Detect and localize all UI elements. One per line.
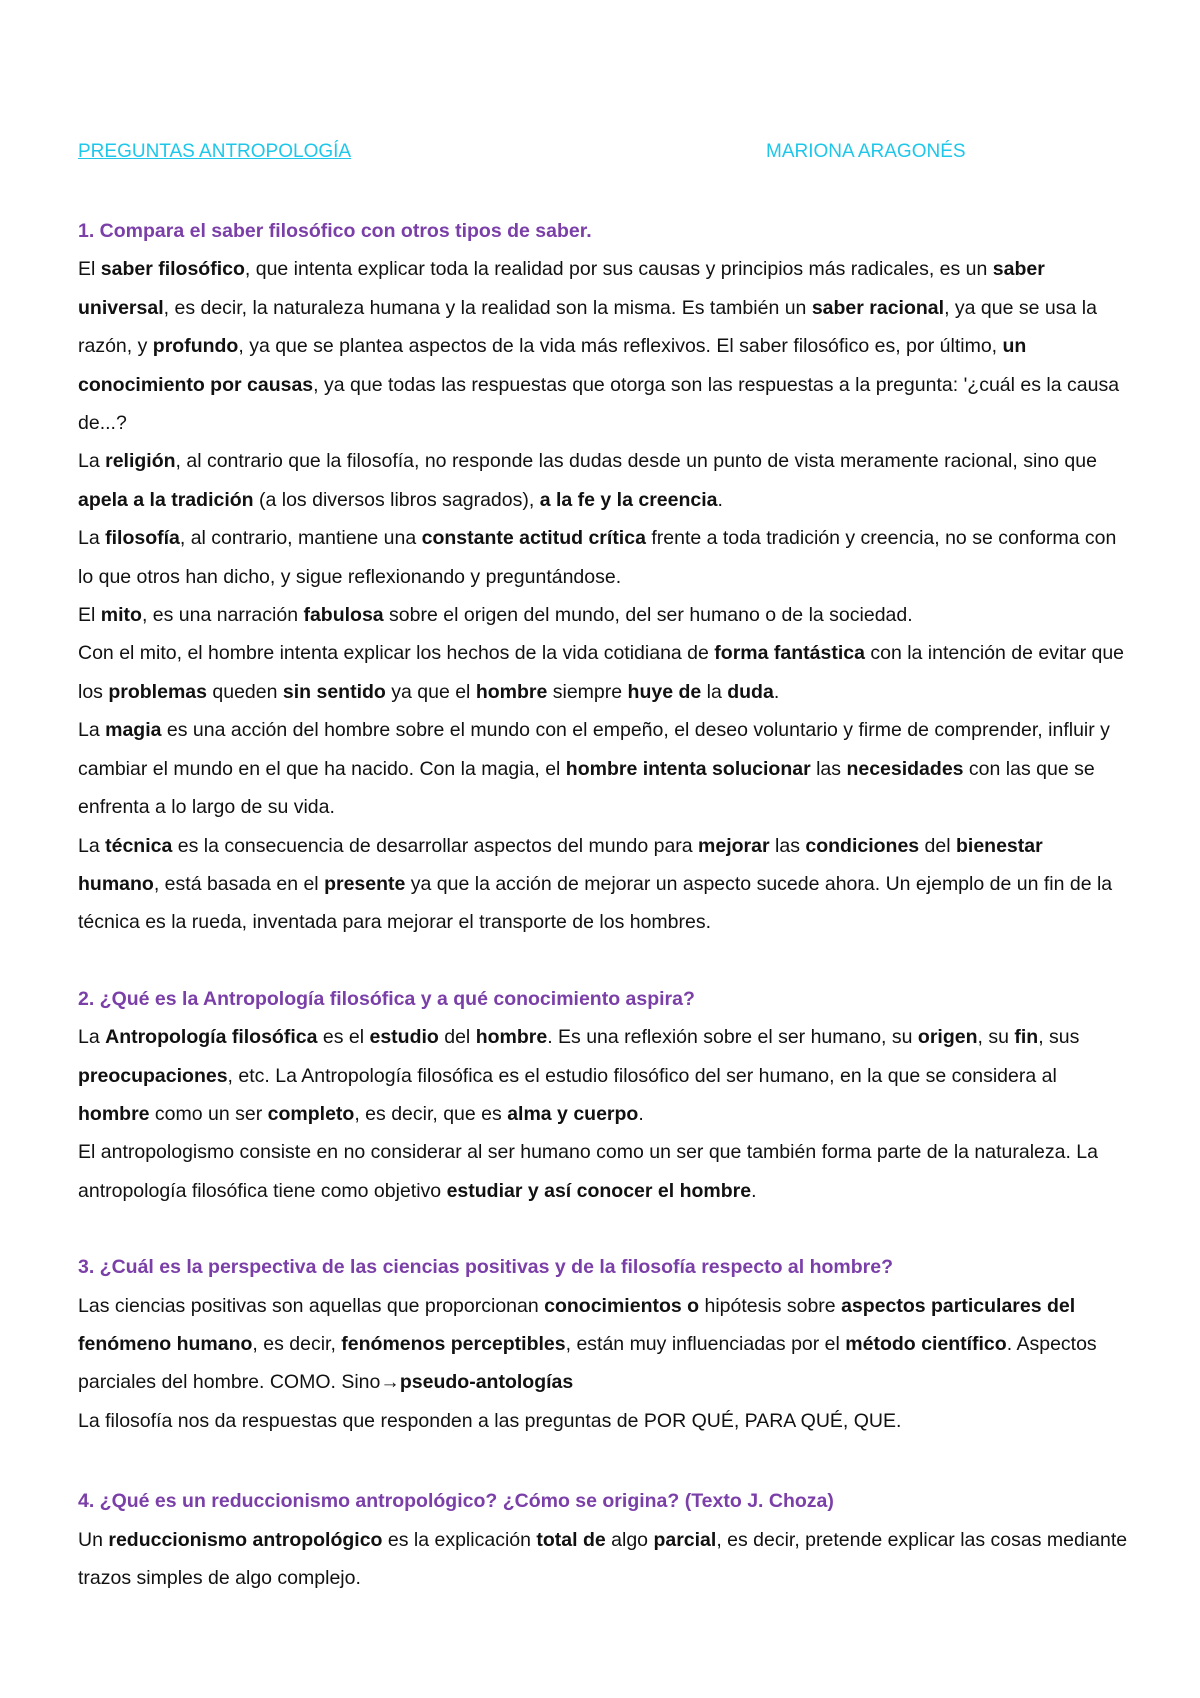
text-run: . Aspectos parciales del hombre. COMO. Sino: [78, 1332, 1097, 1394]
bold-text: parcial: [653, 1528, 717, 1551]
answer-paragraph: [78, 711, 1128, 826]
text-run: , es decir, la naturaleza humana y la realidad son la misma. Es también un: [163, 296, 812, 319]
bold-text: saber universal: [78, 258, 1045, 319]
question-section: [78, 1248, 1128, 1440]
text-run: .: [773, 680, 780, 703]
answer-paragraph: [78, 1521, 1128, 1598]
text-run: Las ciencias positivas son aquellas que proporcionan: [78, 1294, 545, 1317]
bold-text: bienestar humano: [78, 834, 1043, 895]
text-run: .: [638, 1102, 644, 1125]
section-gap: [78, 942, 1128, 980]
text-run: Con el mito, el hombre intenta explicar los hechos de la vida cotidiana de: [78, 642, 715, 665]
question-heading: 1. Compara el saber filosófico con otros tipos de saber.: [78, 220, 592, 242]
question-section: [78, 1482, 1128, 1597]
bold-text: hombre: [475, 680, 548, 703]
text-run: El: [78, 258, 101, 281]
text-run: El antropologismo consiste en no considerar al ser humano como un ser que también forma parte de la naturaleza. La antropología filosófica tiene como objetivo: [78, 1141, 1098, 1202]
text-run: ya que la acción de mejorar un aspecto sucede ahora. Un ejemplo de un fin de la técnica es la rueda, inventada para mejorar el transporte de los hombres.: [78, 872, 1113, 934]
answer-paragraph: [78, 1133, 1128, 1210]
bold-text: religión: [105, 450, 176, 473]
text-run: , al contrario que la filosofía, no responde las dudas desde un punto de vista meramente racional, sino que: [175, 450, 1097, 473]
answer-paragraph: [78, 442, 1128, 519]
question-section: [78, 212, 1128, 942]
section-gap: [78, 1440, 1128, 1482]
bold-text: total de: [536, 1528, 606, 1551]
bold-text: a la fe y la creencia: [539, 488, 718, 511]
bold-text: condiciones: [805, 834, 920, 857]
bold-text: técnica: [105, 834, 173, 857]
text-run: , ya que se plantea aspectos de la vida más reflexivos. El saber filosófico es, por último,: [238, 335, 1003, 358]
document-header: [78, 140, 1160, 164]
bold-text: mito: [100, 604, 142, 627]
text-run: sobre el origen del mundo, del ser humano o de la sociedad.: [383, 604, 913, 627]
text-run: algo: [605, 1528, 654, 1551]
arrow-icon: →: [380, 1371, 400, 1394]
text-run: es la consecuencia de desarrollar aspectos del mundo para: [172, 834, 699, 857]
question-heading: 4. ¿Qué es un reduccionismo antropológico? ¿Cómo se origina? (Texto J. Choza): [78, 1490, 834, 1513]
text-run: , es una narración: [141, 604, 304, 627]
bold-text: conocimientos o: [544, 1294, 700, 1317]
bold-text: apela a la tradición: [78, 488, 254, 511]
text-run: , está basada en el: [153, 872, 325, 895]
text-run: como un ser: [149, 1102, 268, 1125]
text-run: , es decir,: [252, 1332, 342, 1355]
bold-text: saber filosófico: [100, 258, 245, 281]
document-title: PREGUNTAS ANTROPOLOGÍA: [78, 141, 352, 162]
answer-paragraph: [78, 634, 1128, 711]
question-heading: 3. ¿Cuál es la perspectiva de las ciencias positivas y de la filosofía respecto al hombre?: [78, 1256, 893, 1279]
bold-text: Antropología filosófica: [105, 1026, 318, 1049]
text-run: , están muy influenciadas por el: [565, 1332, 846, 1355]
bold-text: reduccionismo antropológico: [108, 1528, 383, 1551]
answer-paragraph: [78, 1287, 1128, 1402]
bold-text: pseudo-antologías: [399, 1371, 574, 1394]
text-run: La filosofía nos da respuestas que responden a las preguntas de POR QUÉ, PARA QUÉ, QUE.: [78, 1409, 902, 1432]
text-run: las: [810, 757, 847, 780]
bold-text: filosofía: [105, 527, 180, 550]
bold-text: hombre: [78, 1102, 150, 1125]
bold-text: un conocimiento por causas: [78, 335, 1027, 396]
text-run: del: [919, 834, 956, 857]
answer-paragraph: [78, 519, 1128, 596]
text-run: , ya que todas las respuestas que otorga son las respuestas a la pregunta: '¿cuál es la causa de...?: [78, 373, 1120, 435]
bold-text: preocupaciones: [78, 1064, 228, 1087]
document-body: [78, 212, 1128, 1597]
text-run: , al contrario, mantiene una: [179, 527, 422, 550]
bold-text: estudio: [369, 1026, 439, 1049]
bold-text: fin: [1014, 1026, 1039, 1049]
answer-paragraph: [78, 1402, 1128, 1440]
bold-text: profundo: [152, 335, 239, 358]
text-run: las: [769, 834, 806, 857]
text-run: del: [438, 1026, 476, 1049]
bold-text: fabulosa: [303, 604, 384, 627]
text-run: La: [78, 834, 106, 857]
text-run: frente a toda tradición y creencia, no se conforma con lo que otros han dicho, y sigue reflexionando y preguntándose.: [78, 527, 1117, 588]
bold-text: completo: [267, 1102, 355, 1125]
bold-text: necesidades: [846, 757, 964, 780]
text-run: , ya que se usa la razón, y: [78, 296, 1097, 358]
text-run: es el: [317, 1026, 370, 1049]
text-run: Un: [78, 1528, 109, 1551]
bold-text: duda: [727, 680, 774, 703]
question-heading: 2. ¿Qué es la Antropología filosófica y a qué conocimiento aspira?: [78, 987, 695, 1010]
text-run: La: [78, 1026, 106, 1049]
bold-text: mejorar: [698, 834, 770, 857]
bold-text: hombre: [475, 1026, 548, 1049]
section-gap: [78, 1210, 1128, 1248]
text-run: , su: [977, 1026, 1015, 1049]
text-run: con la intención de evitar que los: [78, 642, 1125, 703]
bold-text: origen: [917, 1026, 978, 1049]
text-run: , sus: [1038, 1026, 1080, 1049]
bold-text: sin sentido: [282, 680, 386, 703]
bold-text: fenómenos perceptibles: [341, 1332, 566, 1355]
text-run: La: [78, 527, 106, 550]
text-run: .: [751, 1179, 757, 1202]
bold-text: saber racional: [811, 296, 945, 319]
author-name: MARIONA ARAGONÉS: [766, 141, 966, 162]
bold-text: estudiar y así conocer el hombre: [446, 1179, 752, 1202]
text-run: es la explicación: [382, 1528, 537, 1551]
text-run: (a los diversos libros sagrados),: [253, 488, 540, 511]
bold-text: magia: [105, 719, 162, 742]
bold-text: problemas: [108, 680, 207, 703]
text-run: con las que se enfrenta a lo largo de su vida.: [78, 757, 1095, 819]
answer-paragraph: [78, 827, 1128, 942]
answer-paragraph: [78, 596, 1128, 634]
text-run: es una acción del hombre sobre el mundo con el empeño, el deseo voluntario y firme de comprender, influir y cambiar el mundo en el que ha nacido. Con la magia, el: [78, 719, 1110, 780]
bold-text: constante actitud crítica: [421, 527, 646, 550]
text-run: , es decir, que es: [354, 1102, 508, 1125]
text-run: la: [701, 680, 728, 703]
text-run: . Es una reflexión sobre el ser humano, su: [547, 1026, 918, 1049]
bold-text: hombre intenta solucionar: [565, 757, 811, 780]
text-run: La: [78, 719, 106, 742]
question-section: [78, 980, 1128, 1210]
text-run: ya que el: [385, 680, 476, 703]
text-run: hipótesis sobre: [699, 1294, 842, 1317]
bold-text: aspectos particulares del fenómeno humano: [78, 1294, 1076, 1355]
text-run: queden: [206, 680, 283, 703]
text-run: , es decir, pretende explicar las cosas mediante trazos simples de algo complejo.: [78, 1528, 1128, 1589]
bold-text: huye de: [627, 680, 702, 703]
text-run: El: [78, 604, 101, 627]
bold-text: alma y cuerpo: [507, 1102, 639, 1125]
bold-text: método científico: [845, 1332, 1007, 1355]
bold-text: presente: [324, 872, 406, 895]
text-run: siempre: [547, 680, 628, 703]
text-run: , que intenta explicar toda la realidad por sus causas y principios más radicales, es un: [244, 258, 993, 281]
answer-paragraph: [78, 250, 1128, 442]
text-run: La: [78, 450, 106, 473]
text-run: , etc. La Antropología filosófica es el estudio filosófico del ser humano, en la que se considera al: [227, 1064, 1057, 1087]
text-run: .: [717, 488, 723, 511]
answer-paragraph: [78, 1018, 1128, 1133]
bold-text: forma fantástica: [714, 642, 865, 665]
